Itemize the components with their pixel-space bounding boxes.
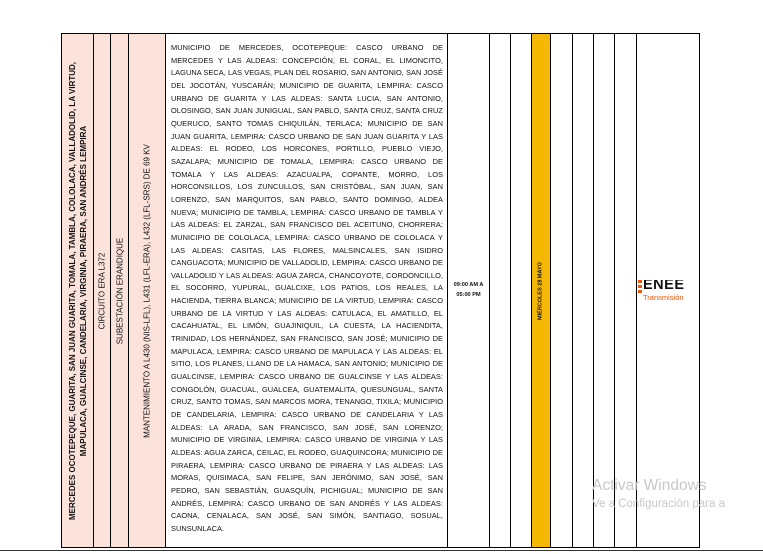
enee-logo — [637, 280, 699, 304]
day-cell-empty — [551, 34, 573, 547]
logo-subtitle: Transmisión — [643, 293, 684, 302]
watermark-title: Activar Windows — [592, 477, 707, 494]
enee-logo-icon — [638, 280, 642, 297]
substation-text: SUBESTACIÓN ERANDIQUE — [115, 237, 124, 344]
bottom-divider — [0, 550, 763, 551]
time-cell — [448, 34, 490, 547]
zones-text — [67, 61, 89, 519]
outage-table — [61, 33, 700, 548]
day-cell-active — [532, 34, 551, 547]
maintenance-cell — [129, 34, 166, 547]
affected-areas-text: MUNICIPIO DE MERCEDES, OCOTEPEQUE: CASCO URBANO DE MERCEDES Y LAS ALDEAS: CONCEPCIÓN, EL CORAL, EL LIMONCITO, LAGUNA SECA, LAS VEGAS, PLAN DEL ROSARIO, SAN ANTONIO, SAN JOSÉ DEL JOCOTÁN, YUSCARÁN; MUNICIPIO DE GUARITA, LEMPIRA: CASCO URBANO DE GUARITA Y LAS ALDEAS: SANTA LUCIA, SAN ANTONIO, OLOSINGO, SAN JUAN JUNIGUAL, SAN PABLO, SANTA CRUZ, SANTA CRUZ QUERUCO, SANTO TOMAS CHIQUILÁN, TERLACA; MUNICIPIO DE SAN JUAN GUARITA, LEMPIRA: CASCO URBANO DE SAN JUAN GUARITA Y LAS ALDEAS: EL RODEO, LOS HORCONES, PORTILLO, PUEBLO VIEJO, SAZALAPA; MUNICIPIO DE TOMALA, LEMPIRA: CASCO URBANO DE TOMALA Y LAS ALDEAS: AZACUALPA, COPANTE, MORRO, LOS HORCONSILLOS, LOS ZUNCULLOS, SAN CRISTÓBAL, SAN JUAN, SAN LORENZO, SAN MARQUITOS, SAN PABLO, SANTO DOMINGO, ALDEA NUEVA; MUNICIPIO DE TAMBLA, LEMPIRA: CASCO URBANO DE TAMBLA Y LAS ALDEAS: EL ZARZAL, SAN FRANCISCO DEL ACEITUNO, CHORRERA; MUNICIPIO DE COLOLACA, LEMPIRA: CASCO URBANO DE COLOLACA Y LAS ALDEAS: CASITAS, LAS FLORES, MALSINCALES, SAN ISIDRO CANGUACOTA; MUNICIPIO DE VALLADOLID, LEMPIRA: CASCO URBANO DE VALLADOLID Y LAS ALDEAS: AGUA ZARCA, CHANCOYOTE, CORDONCILLO, EL SOCORRO, YUPURAL, GUALCIXE, LOS PATIOS, LOS REALES, LA HACIENDA, TIERRA BLANCA; MUNICIPIO DE LA VIRTUD, LEMPIRA: CASCO URBANO DE LA VIRTUD Y LAS ALDEAS: CATULACA, EL AMATILLO, EL CACAHUATAL, EL LIMÓN, GUAJINIQUIL, LA CUESTA, LA HACIENDITA, TRINIDAD, LOS HERNÁNDEZ, SAN FRANCISCO, SAN JOSÉ; MUNICIPIO DE MAPULACA, LEMPIRA: CASCO URBANO DE MAPULACA Y LAS ALDEAS: EL SITIO, LOS PLANES, LLANO DE LA HAMACA, SAN ANTONIO; MUNICIPIO DE GUALCINSE, LEMPIRA: CASCO URBANO DE GUALCINSE Y LAS ALDEAS: CONGOLÓN, GUACUAL, GUALCEA, GUATEMALITA, QUESUNGUAL, SANTA CRUZ, SANTO TOMAS, SAN MARCOS MORA, TENANGO, TIXILA; MUNICIPIO DE CANDELARIA, LEMPIRA: CASCO URBANO DE CANDELARIA Y LAS ALDEAS: LA ARADA, SAN FRANCISCO, SAN JOSÉ, SAN LORENZO; MUNICIPIO DE VIRGINIA, LEMPIRA: CASCO URBANO DE VIRGINIA Y LAS ALDEAS: AGUA ZARCA, CEILAC, EL RODEO, GUAQUINCORA; MUNICIPIO DE PIRAERA, LEMPIRA: CASCO URBANO DE PIRAERA Y LAS ALDEAS: LAS MORAS, QUISIMACA, SAN FELIPE, SAN JERÓNIMO, SAN JOSÉ, SAN PEDRO, SAN SEBASTIÁN, GUASQUÍN, PICHIGUAL; MUNICIPIO DE SAN ANDRÉS, LEMPIRA: CASCO URBANO DE SAN ANDRÉS Y LAS ALDEAS: CAONA, CENALACA, SAN JOSÉ, SAN SIMÓN, SANTIAGO, SOSUAL, SUNSUNLACA. — [171, 43, 443, 533]
circuit-text: CIRCUITO ERA L372 — [97, 252, 107, 329]
logo-brand: ENEE — [643, 280, 685, 293]
logo-cell — [637, 34, 700, 547]
time-start: 09:00 AM A — [453, 282, 484, 288]
day-label: MIÉRCOLES 28 MAYO — [537, 261, 544, 320]
day-cell-empty — [511, 34, 532, 547]
day-cell-empty — [573, 34, 594, 547]
day-cell-empty — [615, 34, 637, 547]
zones-line-2: MAPULACA, GUALCINSE, CANDELARIA, VIRGINIA, PIRAERA, SAN ANDRÉS LEMPIRA — [78, 125, 88, 456]
circuit-cell — [94, 34, 111, 547]
day-cell-empty — [490, 34, 511, 547]
day-cell-empty — [594, 34, 615, 547]
activation-watermark — [592, 477, 725, 510]
time-end: 05:00 PM — [456, 292, 481, 298]
maintenance-text: MANTENIMIENTO A L430 (NIS-LFL), L431 (LFL-ERA), L432 (LFL-SRS) DE 69 KV — [142, 143, 152, 438]
time-text — [448, 280, 489, 300]
description-cell — [166, 34, 448, 547]
watermark-subtitle: Ve a Configuración para a — [592, 498, 725, 510]
zones-line-1: MERCEDES OCOTEPEQUE, GUARITA, SAN JUAN GUARITA, TOMALA, TAMBLA, COLOLACA, VALLADOLID, LA VIRTUD, — [67, 61, 77, 520]
zones-cell — [62, 34, 94, 547]
substation-cell — [111, 34, 129, 547]
